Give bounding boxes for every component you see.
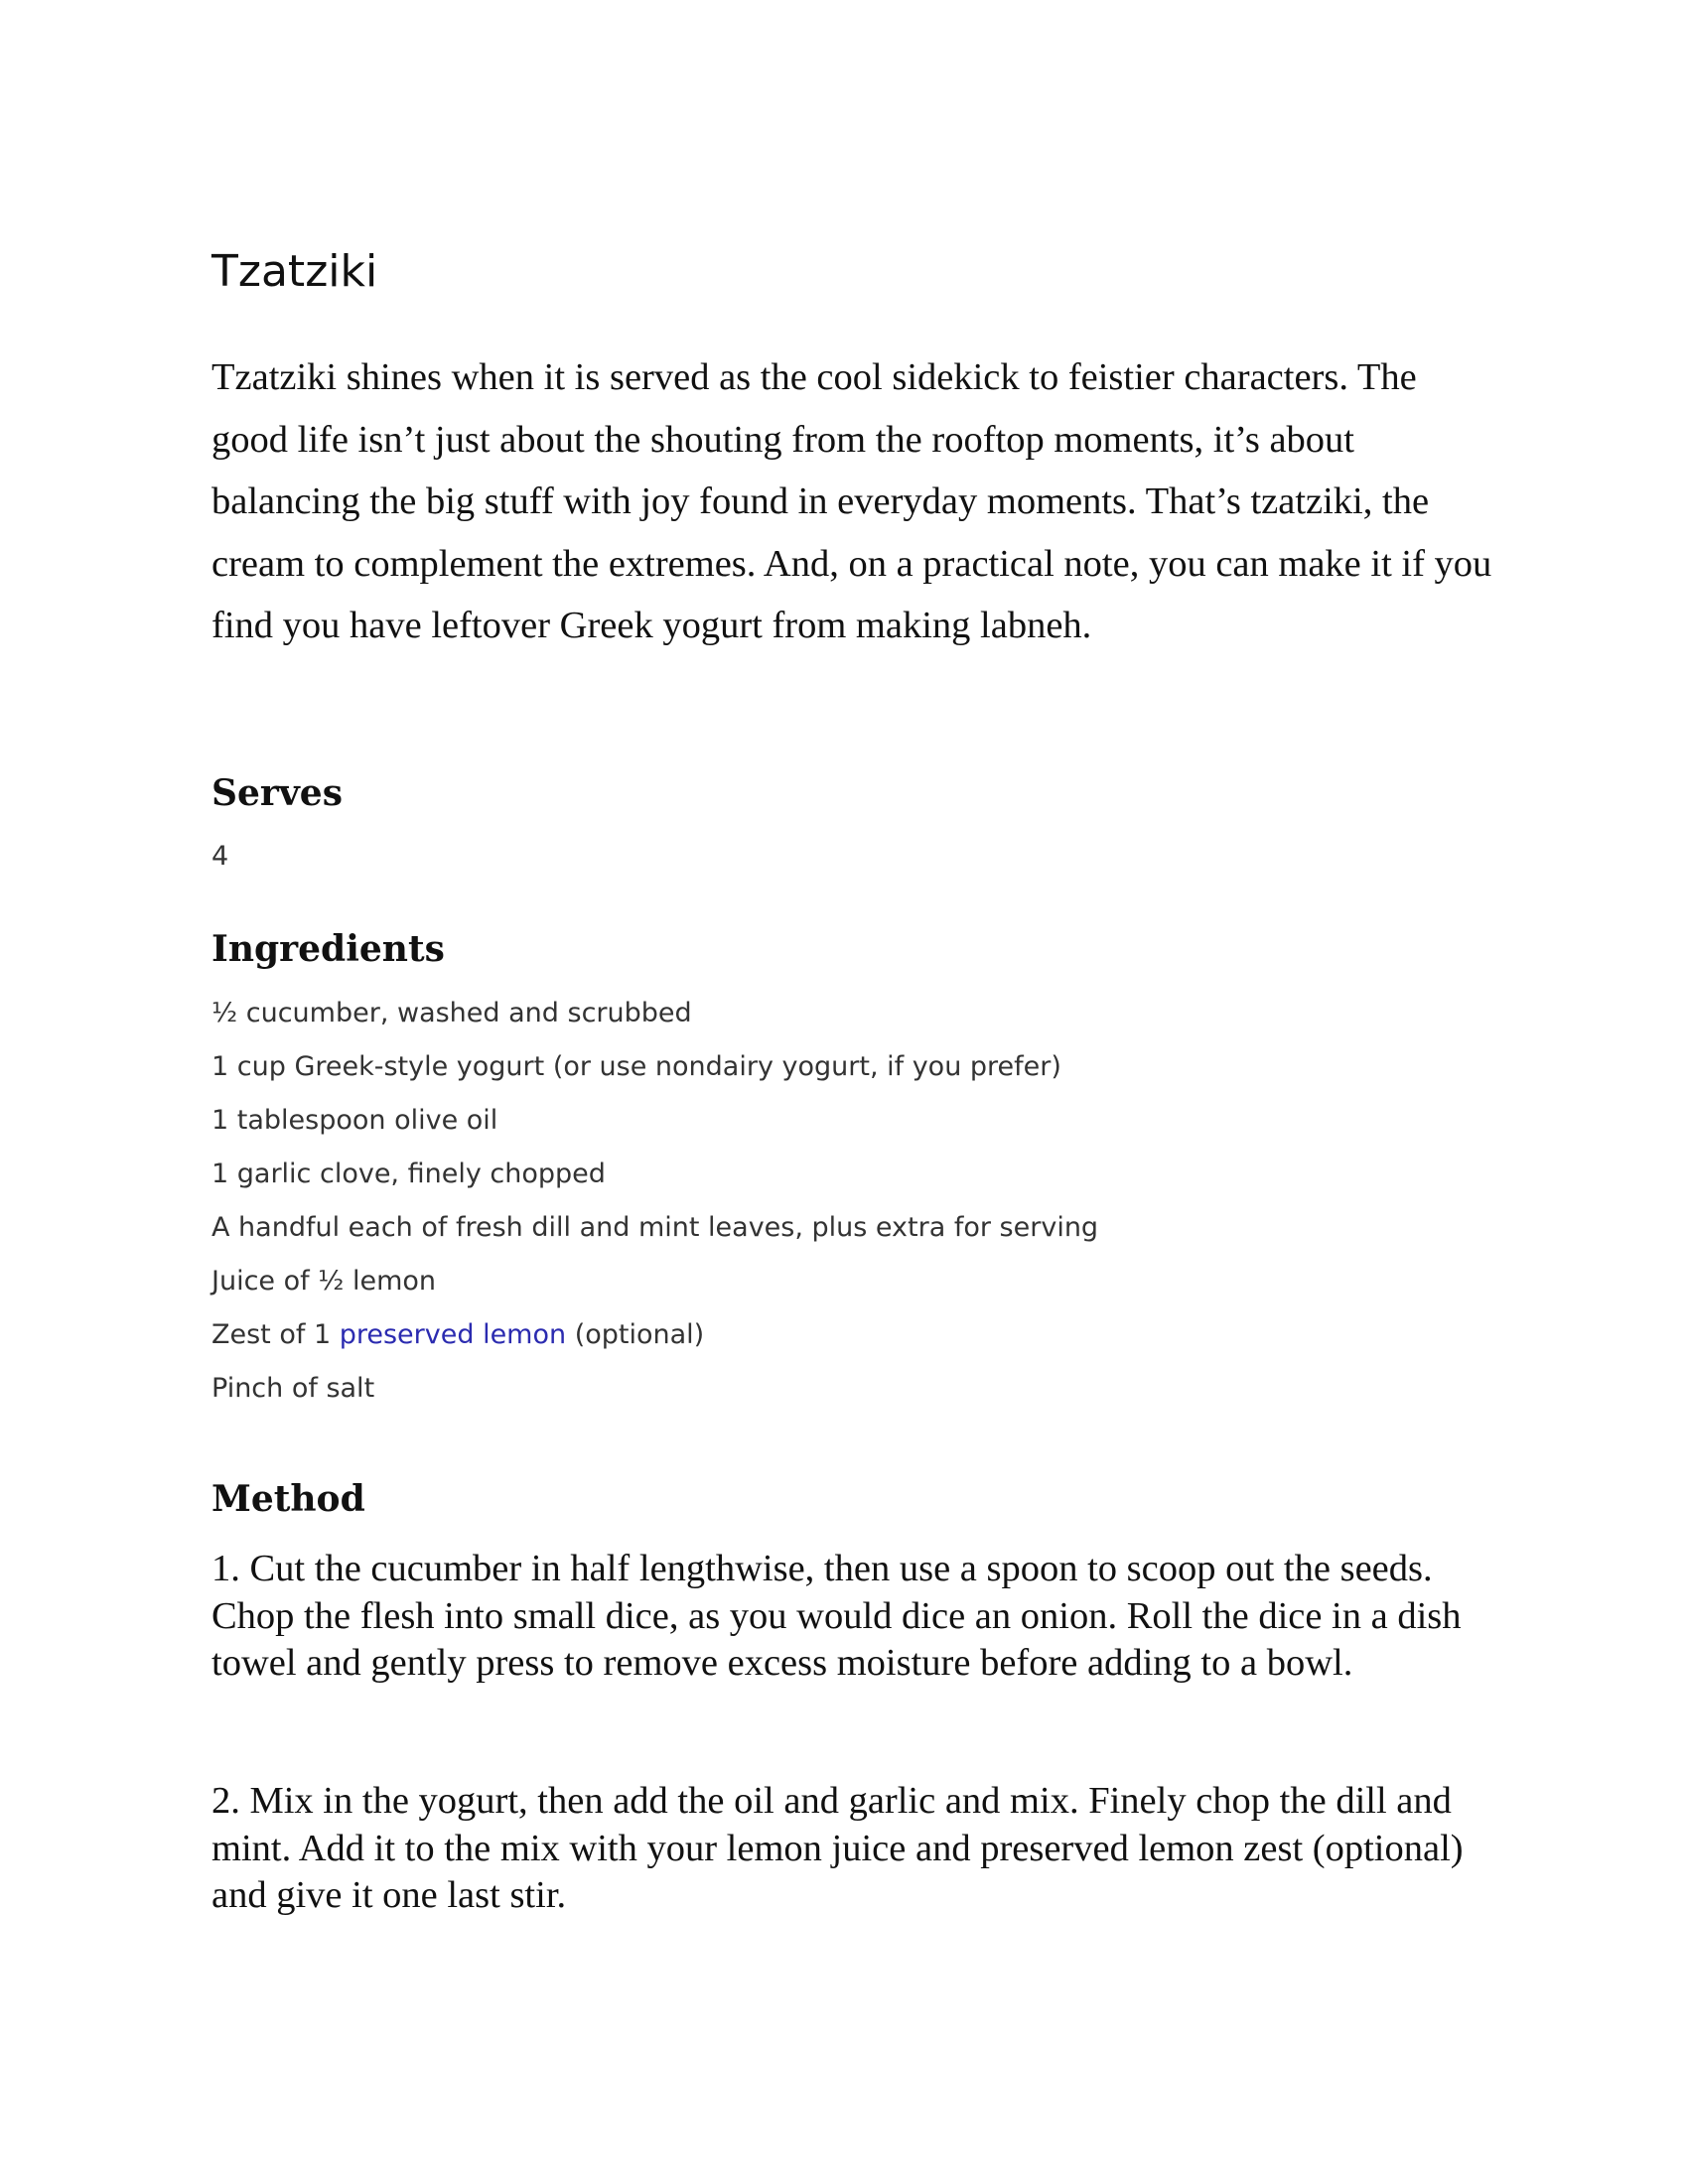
ingredient-item: 1 tablespoon olive oil	[211, 1105, 498, 1136]
ingredient-item: A handful each of fresh dill and mint leaves, plus extra for serving	[211, 1212, 1099, 1243]
ingredient-text-prefix: Zest of 1	[211, 1319, 340, 1350]
method-step-1: 1. Cut the cucumber in half lengthwise, then use a spoon to scoop out the seeds. Chop the flesh into small dice, as you would dice an onion. Roll the dice in a dish towel and gently press to remove excess moisture before adding to a bowl.	[211, 1548, 1462, 1684]
ingredient-item	[211, 1316, 1098, 1370]
serves-heading: Serves	[211, 772, 343, 814]
ingredients-heading: Ingredients	[211, 928, 445, 970]
ingredients-list	[211, 995, 1098, 1424]
recipe-intro: Tzatziki shines when it is served as the cool sidekick to feistier characters. The good life isn’t just about the shouting from the rooftop moments, it’s about balancing the big stuff with joy found in everyday moments. That’s tzatziki, the cream to complement the extremes. And, on a practical note, you can make it if you find you have leftover Greek yogurt from making labneh.	[211, 356, 1492, 646]
serves-value: 4	[211, 841, 229, 872]
method-step-2: 2. Mix in the yogurt, then add the oil and garlic and mix. Finely chop the dill and mint. Add it to the mix with your lemon juice and preserved lemon zest (optional) and give it one last stir.	[211, 1780, 1464, 1916]
method-heading: Method	[211, 1478, 365, 1520]
preserved-lemon-link[interactable]: preserved lemon	[339, 1319, 567, 1350]
ingredient-item: ½ cucumber, washed and scrubbed	[211, 998, 692, 1028]
ingredient-item: 1 cup Greek-style yogurt (or use nondairy yogurt, if you prefer)	[211, 1051, 1061, 1082]
recipe-title: Tzatziki	[211, 246, 378, 297]
ingredient-item: 1 garlic clove, finely chopped	[211, 1159, 606, 1189]
ingredient-item: Pinch of salt	[211, 1373, 375, 1404]
ingredient-text-suffix: (optional)	[566, 1319, 705, 1350]
ingredient-item: Juice of ½ lemon	[211, 1266, 437, 1297]
